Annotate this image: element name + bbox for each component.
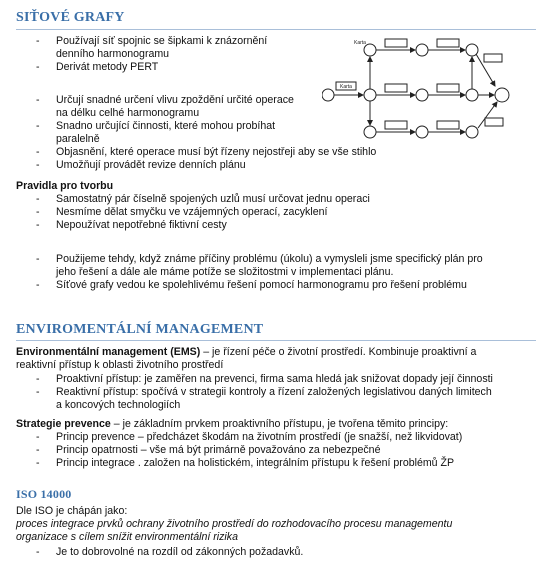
bullet-dash: - [36,193,40,205]
bullet-dash: - [36,373,40,385]
list-item-text: denního harmonogramu [56,48,170,60]
network-diagram [322,30,522,150]
section-title-sitove-grafy: SIŤOVÉ GRAFY [16,10,125,25]
strategy-rest: – je základním prvkem proaktivního přístupu, je tvořena těmito principy: [110,418,449,430]
box-top-1 [385,39,407,47]
node-low-3 [466,126,478,138]
ems-intro-line2: reaktivní přístup k oblasti životního prostředí [16,359,224,371]
section-divider [16,340,536,341]
list-item-text: Objasnění, které operace musí být řízeny nejostřeji aby se vše stihlo [56,146,377,158]
list-item-text: paralelně [56,133,100,145]
bullet-dash: - [36,61,40,73]
subheading-pravidla: Pravidla pro tvorbu [16,180,114,192]
list-item-text: Derivát metody PERT [56,61,159,73]
list-item-text: Nepoužívat nepotřebné fiktivní cesty [56,219,227,231]
section-title-iso: ISO 14000 [16,487,72,501]
strategy-line [16,418,448,431]
list-item-text: Určují snadné určení vlivu zpoždění určité operace [56,94,294,106]
bullet-dash: - [36,386,40,398]
bullet-dash: - [36,120,40,132]
box-low-3 [485,118,503,126]
diagram-label-left: Karta [340,84,352,90]
box-top-3 [484,54,502,62]
list-item-text: Samostatný pár číselně spojených uzlů musí určovat jednu operaci [56,193,370,205]
list-item-text: Použijeme tehdy, když známe příčiny problému (úkolu) a vymysleli jsme specifický plán pro [56,253,483,265]
bullet-dash: - [36,159,40,171]
node-mid-3 [466,89,478,101]
list-item-text: Princip prevence – předcházet škodám na životním prostředí (je snažší, než likvidovat) [56,431,463,443]
box-top-2 [437,39,459,47]
node-low-1 [364,126,376,138]
bullet-dash: - [36,206,40,218]
bullet-dash: - [36,546,40,558]
iso-line1: Dle ISO je chápán jako: [16,505,128,517]
box-mid-2 [437,84,459,92]
list-item-text: Používají síť spojnic se šipkami k znázornění [56,35,268,47]
list-item-text: Nesmíme dělat smyčku ve vzájemných operací, zacyklení [56,206,328,218]
list-item-text: Princip integrace . založen na holistickém, integrálním přístupu k řešení problémů ŽP [56,457,455,469]
list-item-text: a koncových technologiích [56,399,181,411]
ems-intro-bold: Environmentální management (EMS) [16,346,201,358]
bullet-dash: - [36,444,40,456]
box-mid-1 [385,84,407,92]
list-item-text: Je to dobrovolné na rozdíl od zákonných požadavků. [56,546,304,558]
bullet-dash: - [36,457,40,469]
bullet-dash: - [36,279,40,291]
box-low-1 [385,121,407,129]
bullet-dash: - [36,146,40,158]
strategy-bold: Strategie prevence [16,418,111,430]
diagram-label-top: Karta [354,40,366,46]
section-title-enviromentalni-management: ENVIROMENTÁLNÍ MANAGEMENT [16,322,264,337]
bullet-dash: - [36,431,40,443]
list-item-text: Umožňují provádět revize denních plánu [56,159,246,171]
list-item-text: na délku celhé harmonogramu [56,107,200,119]
node-end [495,88,509,102]
iso-definition-line2: organizace s cílem snížit environmentální rizika [16,531,238,543]
list-item-text: jeho řešení a dále ale máme potíže se složitostmi v implementaci plánu. [56,266,394,278]
bullet-dash: - [36,253,40,265]
bullet-dash: - [36,219,40,231]
iso-definition-line1: proces integrace prvků ochrany životního prostředí do rozhodovacího procesu managementu [16,518,453,530]
node-low-2 [416,126,428,138]
node-start [322,89,334,101]
node-top-2 [416,44,428,56]
list-item-text: Reaktivní přístup: spočívá v strategii kontroly a řízení založených legislativou daných limitech [56,386,492,398]
bullet-dash: - [36,94,40,106]
bullet-dash: - [36,35,40,47]
ems-intro [16,346,476,359]
box-low-2 [437,121,459,129]
list-item-text: Princip opatrnosti – vše má být primárně považováno za nebezpečné [56,444,381,456]
ems-intro-rest: – je řízení péče o životní prostředí. Kombinuje proaktivní a [200,346,477,358]
list-item-text: Síťové grafy vedou ke spolehlivému řešení pomocí harmonogramu pro řešení problému [56,279,467,291]
node-mid-1 [364,89,376,101]
list-item-text: Snadno určující činnosti, které mohou probíhat [56,120,276,132]
node-mid-2 [416,89,428,101]
list-item-text: Proaktivní přístup: je zaměřen na prevenci, firma sama hledá jak snižovat dopady její činnosti [56,373,493,385]
